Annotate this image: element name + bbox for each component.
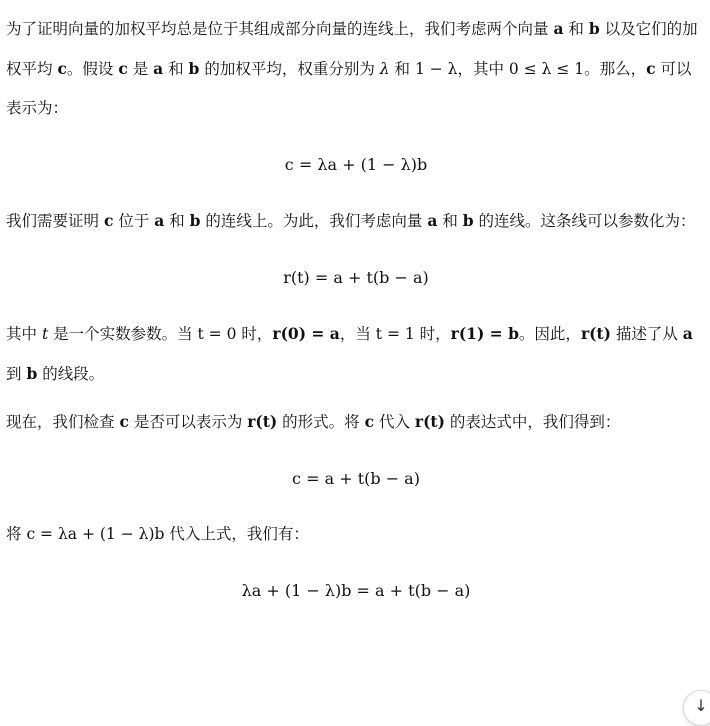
math-inline: a	[553, 19, 564, 38]
text: 将	[6, 525, 27, 543]
text: 以及它们的加权平均	[6, 20, 698, 78]
text: 是	[127, 60, 154, 78]
paragraph-check	[6, 402, 706, 442]
text: 其中	[6, 325, 42, 343]
text: 。假设	[66, 60, 119, 78]
math-inline: t	[41, 325, 49, 343]
math-inline: c	[364, 412, 375, 431]
text: 和	[563, 20, 589, 38]
text: 的形式。将	[277, 413, 365, 431]
text: 是否可以表示为	[128, 413, 248, 431]
text: 为了证明向量的加权平均总是位于其组成部分向量的连线上，我们考虑两个向量	[6, 20, 554, 38]
math-inline: b	[588, 19, 600, 38]
text: 。因此，	[518, 325, 581, 343]
math-inline: c	[119, 412, 129, 431]
text: 我们需要证明	[6, 212, 104, 230]
text: 代入	[374, 413, 415, 431]
equation-substituted: λa + (1 − λ)b = a + t(b − a)	[241, 581, 471, 600]
paragraph-intro	[6, 9, 706, 128]
text: 和	[437, 212, 463, 230]
text: 时，	[236, 325, 273, 343]
text: 和	[163, 60, 189, 78]
text: 和	[389, 60, 415, 78]
math-inline: r(t)	[580, 324, 611, 343]
scroll-down-button[interactable]	[683, 690, 710, 726]
math-inline: b	[26, 364, 38, 383]
paragraph-line	[6, 201, 706, 241]
text: 的表达式中，我们得到：	[444, 413, 621, 431]
text: 是一个实数参数。当	[48, 325, 198, 343]
text: 和	[164, 212, 190, 230]
text: 的线段。	[37, 365, 105, 383]
paragraph-substitute	[6, 515, 706, 554]
text: 可以表示为：	[6, 60, 692, 117]
text: 的连线。这条线可以参数化为：	[473, 212, 696, 230]
equation-c-on-line: c = a + t(b − a)	[292, 469, 420, 488]
math-inline: a	[682, 324, 693, 343]
math-inline: b	[189, 211, 201, 230]
text: 位于	[113, 212, 155, 230]
math-inline: a	[153, 59, 164, 78]
math-inline: c	[646, 59, 656, 78]
math-inline: c = λa + (1 − λ)b	[26, 525, 165, 543]
math-inline: 1 − λ	[414, 60, 458, 78]
math-inline: r(t)	[414, 412, 445, 431]
math-inline: a	[427, 211, 438, 230]
math-inline: a	[154, 211, 165, 230]
math-inline: r(t)	[247, 412, 278, 431]
math-inline: c	[103, 211, 114, 230]
math-inline: c	[118, 59, 128, 78]
paragraph-parameter	[6, 314, 706, 394]
text: ，当	[339, 325, 376, 343]
math-inline: r(0) = a	[272, 324, 340, 343]
equation-line-parametric: r(t) = a + t(b − a)	[283, 268, 429, 287]
math-inline: t = 0	[197, 325, 237, 343]
arrow-down-icon: ↓	[694, 695, 708, 715]
math-inline: b	[188, 59, 200, 78]
math-inline: r(1) = b	[450, 324, 519, 343]
text: 时，	[414, 325, 451, 343]
math-inline: 0 ≤ λ ≤ 1	[508, 60, 585, 78]
math-inline: c	[57, 59, 67, 78]
text: 描述了从	[610, 325, 683, 343]
text: 的连线上。为此，我们考虑向量	[200, 212, 428, 230]
math-inline: λ	[379, 60, 390, 78]
text: 现在，我们检查	[6, 413, 120, 431]
text: 代入上式，我们有：	[164, 525, 309, 543]
answer-content	[6, 0, 706, 606]
text: 到	[6, 365, 27, 383]
math-inline: b	[462, 211, 474, 230]
text: 。那么，	[584, 60, 647, 78]
text: ，其中	[457, 60, 509, 78]
equation-weighted-average: c = λa + (1 − λ)b	[284, 155, 428, 174]
text: 的加权平均，权重分别为	[199, 60, 380, 78]
math-inline: t = 1	[375, 325, 415, 343]
